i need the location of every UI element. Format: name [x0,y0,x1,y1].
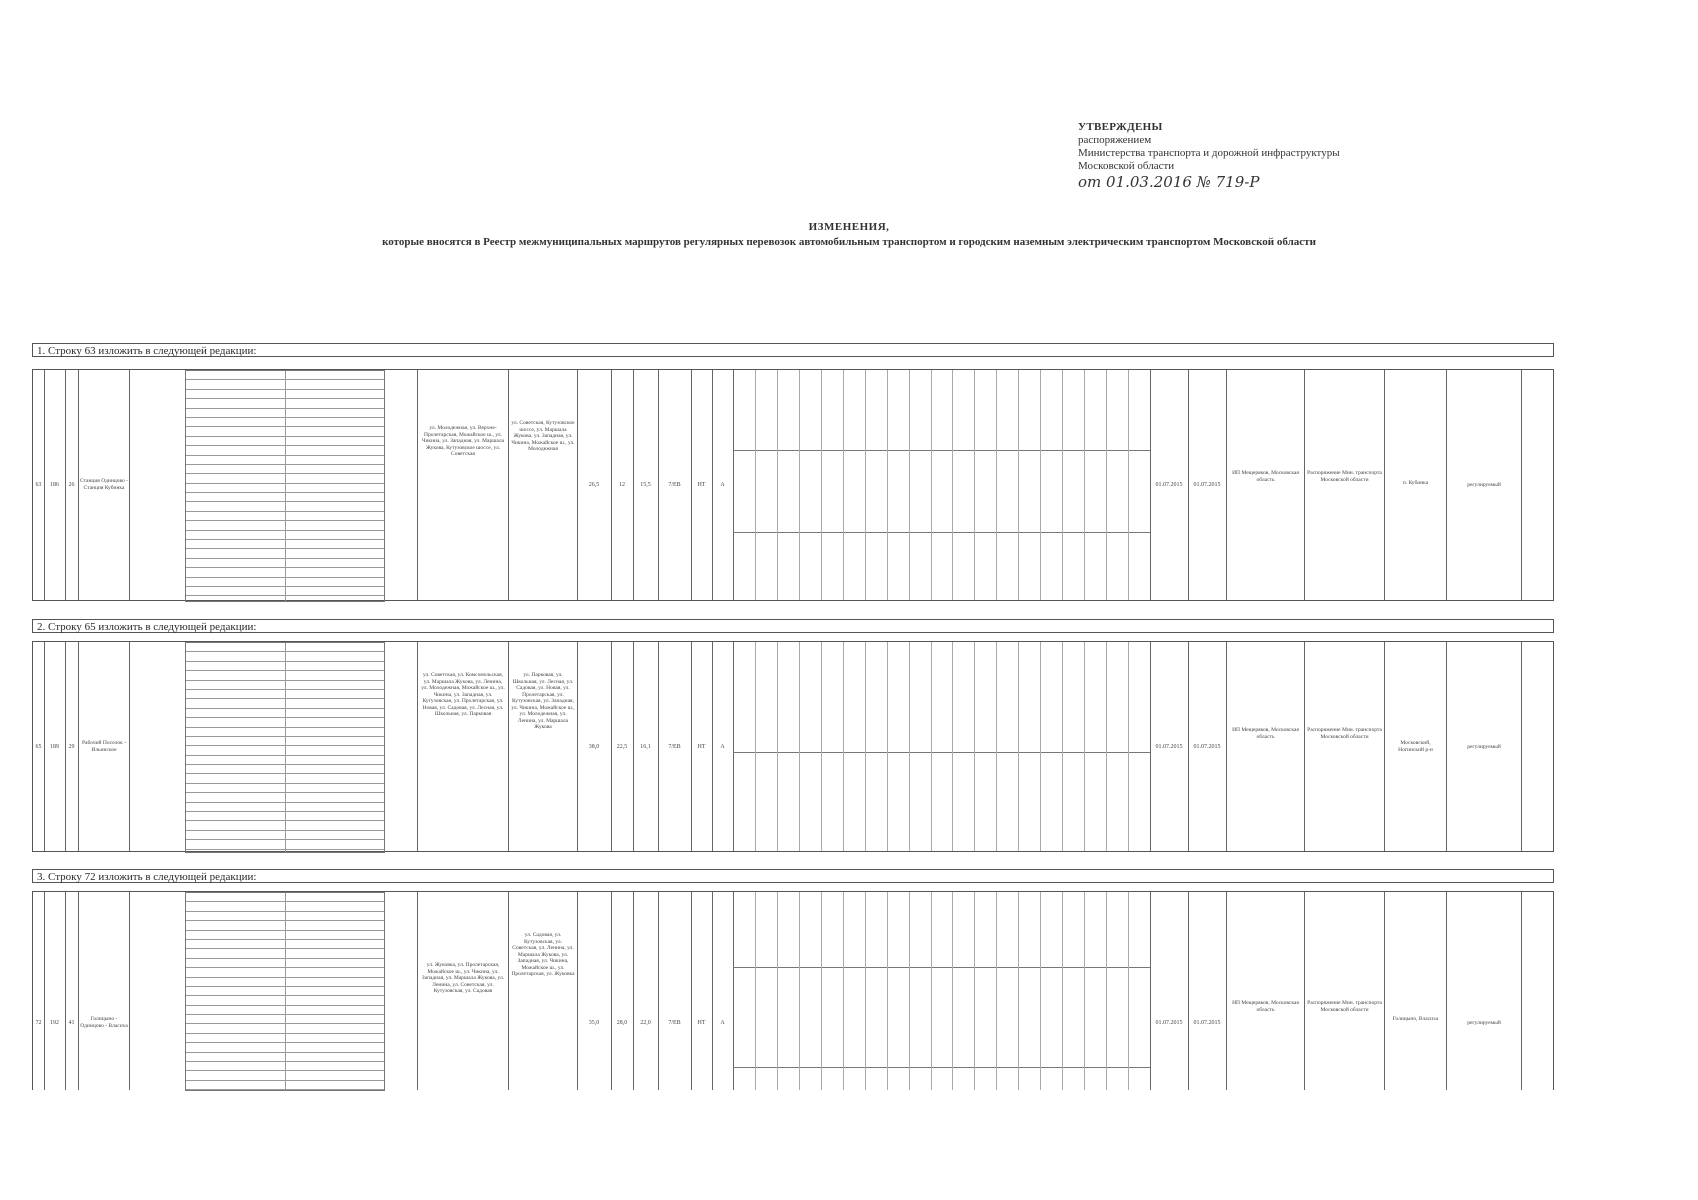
grid-column-line [974,892,975,1090]
registry-number: 192 [50,1020,59,1026]
vehicle-class: Московский, Ногинский р-н [1398,740,1433,753]
stop-row [186,578,384,587]
stop-row [186,921,384,930]
approval-signature: от 01.03.2016 № 719-Р [1078,173,1260,191]
approval-line-3: Московской области [1078,160,1175,172]
street-list-backward: ул. Советская, Кутузовское шоссе, ул. Маршала Жукова, ул. Западная, ул. Чикина, Можайское ш., ул. Молодежная [511,420,575,452]
row-number: 72 [35,1020,42,1026]
grid-column-line [974,370,975,600]
stop-row [186,399,384,408]
grid-column-line [865,642,866,851]
code: НТ [697,482,706,488]
stop-row [186,987,384,996]
stop-row [186,1043,384,1052]
grid-column-line [1084,642,1085,851]
stop-row [186,949,384,958]
grid-column-line [1018,370,1019,600]
permit-info: Распоряжение Мин. транспорта Московской области [1307,727,1382,740]
approval-line-1: распоряжением [1078,134,1152,146]
stop-row [186,893,384,902]
grid-column-line [1040,370,1041,600]
grid-column-line [996,642,997,851]
stop-row [186,681,384,690]
stop-row [186,1006,384,1015]
grid-column-line [1062,892,1063,1090]
street-list-backward: ул. Садовая, ул. Кутузовская, ул. Советская, ул. Ленина, ул. Маршала Жукова, ул. Западная, ул. Чикина, Можайское ш., ул. Пролетарская, ул. Жуковка [511,932,575,977]
carrier-info: ИП Мещеряков, Московская область [1232,470,1299,483]
stop-row [186,484,384,493]
tariff-type: регулируемый [1467,1020,1501,1026]
carrier-info: ИП Мещеряков, Московская область [1232,727,1299,740]
stop-row [186,1024,384,1033]
stop-row [186,587,384,596]
stop-row [186,774,384,783]
stop-row [186,803,384,812]
stop-row [186,512,384,521]
stop-row [186,493,384,502]
stop-row [186,1053,384,1062]
section-3-table [32,891,1554,1090]
stops-list [185,892,385,1091]
grid-column-line [996,892,997,1090]
tariff-type: регулируемый [1467,482,1501,488]
stop-row [186,912,384,921]
stop-row [186,784,384,793]
stop-row [186,821,384,830]
stop-row [186,662,384,671]
stops-list [185,642,385,853]
stop-row [186,380,384,389]
grid-column-line [1018,642,1019,851]
stop-row [186,671,384,680]
stop-row [186,437,384,446]
grid-column-line [1018,892,1019,1090]
grid-column-line [843,370,844,600]
grid-column-line [799,370,800,600]
grid-column-line [755,642,756,851]
grid-column-line [952,370,953,600]
stop-row [186,502,384,511]
route-name: Станция Одинцово - Станция Кубинка [79,478,129,491]
route-number: 41 [68,1020,75,1026]
stop-row [186,931,384,940]
section-2-label: 2. Строку 65 изложить в следующей редакции: [32,619,1554,633]
stop-row [186,709,384,718]
stop-row [186,737,384,746]
stop-row [186,521,384,530]
stop-row [186,643,384,652]
permit-info: Распоряжение Мин. транспорта Московской области [1307,470,1382,483]
grid-column-line [909,370,910,600]
stop-row [186,902,384,911]
row-number: 65 [35,744,42,750]
interval: 22,0 [640,1020,651,1026]
segment-count: 28,0 [616,1020,628,1026]
stop-row [186,474,384,483]
grid-column-line [1128,370,1129,600]
permit-info: Распоряжение Мин. транспорта Московской области [1307,1000,1382,1013]
type: А [720,1020,725,1026]
start-date: 01.07.2015 [1155,744,1183,750]
stop-row [186,1071,384,1080]
stop-row [186,1090,384,1091]
grid-column-line [974,642,975,851]
grid-column-line [952,892,953,1090]
stop-row [186,831,384,840]
grid-column-line [1106,892,1107,1090]
type: А [720,482,725,488]
stop-row [186,540,384,549]
grid-column-line [1040,892,1041,1090]
stop-row [186,568,384,577]
grid-column-line [996,370,997,600]
period: 7/ЕВ [668,1020,681,1026]
stop-row [186,427,384,436]
row-number: 63 [35,482,42,488]
change-date: 01.07.2015 [1193,1020,1221,1026]
stop-row [186,959,384,968]
stop-row [186,531,384,540]
stop-row [186,559,384,568]
grid-column-line [931,642,932,851]
segment-count: 22,5 [616,744,628,750]
period: 7/ЕВ [668,482,681,488]
document-subtitle: которые вносятся в Реестр межмуниципальных маршрутов регулярных перевозок автомобильным транспортом и городским наземным электрическим транспортом Московской области [382,236,1316,248]
grid-column-line [909,642,910,851]
route-length: 26,5 [588,482,600,488]
stop-row [186,840,384,849]
stop-row [186,1015,384,1024]
stop-row [186,793,384,802]
grid-column-line [821,892,822,1090]
grid-column-line [843,642,844,851]
grid-column-line [1062,642,1063,851]
stop-row [186,756,384,765]
stop-row [186,456,384,465]
route-length: 35,0 [588,1020,600,1026]
stop-row [186,371,384,380]
stop-row [186,765,384,774]
stop-row [186,1081,384,1090]
code: НТ [697,1020,706,1026]
grid-column-line [909,892,910,1090]
stop-row [186,728,384,737]
street-list-forward: ул. Жуковка, ул. Пролетарская, Можайское ш., ул. Чикина, ул. Западная, ул. Маршала Жукова, ул. Ленина, ул. Советская, ул. Кутузовская, ул. Садовая [421,962,505,994]
stop-row [186,390,384,399]
stop-row [186,850,384,853]
stop-row [186,596,384,602]
grid-column-line [777,892,778,1090]
route-number: 29 [68,744,75,750]
stop-row [186,978,384,987]
grid-column-line [1084,892,1085,1090]
grid-column-line [821,642,822,851]
registry-number: 189 [50,744,59,750]
registry-number: 186 [50,482,59,488]
vehicle-class: Голицыно, Власиха [1392,1016,1439,1022]
grid-column-line [799,892,800,1090]
tariff-type: регулируемый [1467,744,1501,750]
grid-column-line [1106,642,1107,851]
section-1-label: 1. Строку 63 изложить в следующей редакции: [32,343,1554,357]
stop-row [186,699,384,708]
stop-row [186,418,384,427]
interval: 15,5 [640,482,651,488]
section-3-label: 3. Строку 72 изложить в следующей редакции: [32,869,1554,883]
document-title: ИЗМЕНЕНИЯ, [808,221,890,233]
interval: 16,1 [640,744,651,750]
street-list-forward: ул. Молодежная, ул. Верхне-Пролетарская, Можайское ш., ул. Чикина, ул. Западная, ул. Маршала Жукова, Кутузовское шоссе, ул. Советская [421,425,505,457]
stop-row [186,812,384,821]
grid-column-line [952,642,953,851]
street-list-forward: ул. Советская, ул. Комсомольская, ул. Маршала Жукова, ул. Ленина, ул. Молодежная, Можайское ш., ул. Чикина, ул. Западная, ул. Кутузовская, ул. Пролетарская, ул. Новая, ул. Садовая, ул. Лесная, ул. Школьная, ул. Парковая [421,672,505,717]
grid-column-line [887,370,888,600]
grid-column-line [1128,892,1129,1090]
vehicle-class: п. Кубинка [1402,480,1429,486]
stop-row [186,652,384,661]
grid-column-line [865,370,866,600]
change-date: 01.07.2015 [1193,482,1221,488]
route-length: 38,0 [588,744,600,750]
stop-row [186,746,384,755]
grid-column-line [1084,370,1085,600]
section-1-table [32,369,1554,601]
code: НТ [697,744,706,750]
grid-column-line [777,370,778,600]
route-number: 26 [68,482,75,488]
stop-row [186,718,384,727]
grid-column-line [755,892,756,1090]
section-2-table [32,641,1554,852]
stop-row [186,465,384,474]
grid-column-line [865,892,866,1090]
stop-row [186,968,384,977]
approval-title: УТВЕРЖДЕНЫ [1078,121,1163,133]
stop-row [186,549,384,558]
stop-row [186,446,384,455]
stops-list [185,370,385,602]
stop-row [186,409,384,418]
stop-row [186,690,384,699]
stop-row [186,1062,384,1071]
grid-column-line [887,892,888,1090]
period: 7/ЕВ [668,744,681,750]
approval-block [1078,121,1438,191]
street-list-backward: ул. Парковая, ул. Школьная, ул. Лесная, ул. Садовая, ул. Новая, ул. Пролетарская, ул. Кутузовская, ул. Западная, ул. Чикина, Можайское ш., ул. Молодежная, ул. Ленина, ул. Маршала Жукова [511,672,575,730]
stop-row [186,940,384,949]
grid-column-line [931,892,932,1090]
start-date: 01.07.2015 [1155,1020,1183,1026]
approval-line-2: Министерства транспорта и дорожной инфраструктуры [1078,147,1340,159]
grid-column-line [931,370,932,600]
grid-column-line [1128,642,1129,851]
grid-column-line [777,642,778,851]
grid-column-line [843,892,844,1090]
route-name: Рабочий Поселок - Ильинское [81,740,127,753]
stop-row [186,1034,384,1043]
grid-column-line [1106,370,1107,600]
grid-column-line [1040,642,1041,851]
grid-column-line [799,642,800,851]
segment-count: 12 [619,482,625,488]
grid-column-line [1062,370,1063,600]
carrier-info: ИП Мещеряков, Московская область [1232,1000,1299,1013]
stop-row [186,996,384,1005]
type: А [720,744,725,750]
grid-column-line [887,642,888,851]
grid-column-line [755,370,756,600]
change-date: 01.07.2015 [1193,744,1221,750]
grid-column-line [821,370,822,600]
start-date: 01.07.2015 [1155,482,1183,488]
route-name: Голицыно - Одинцово - Власиха [80,1016,128,1029]
